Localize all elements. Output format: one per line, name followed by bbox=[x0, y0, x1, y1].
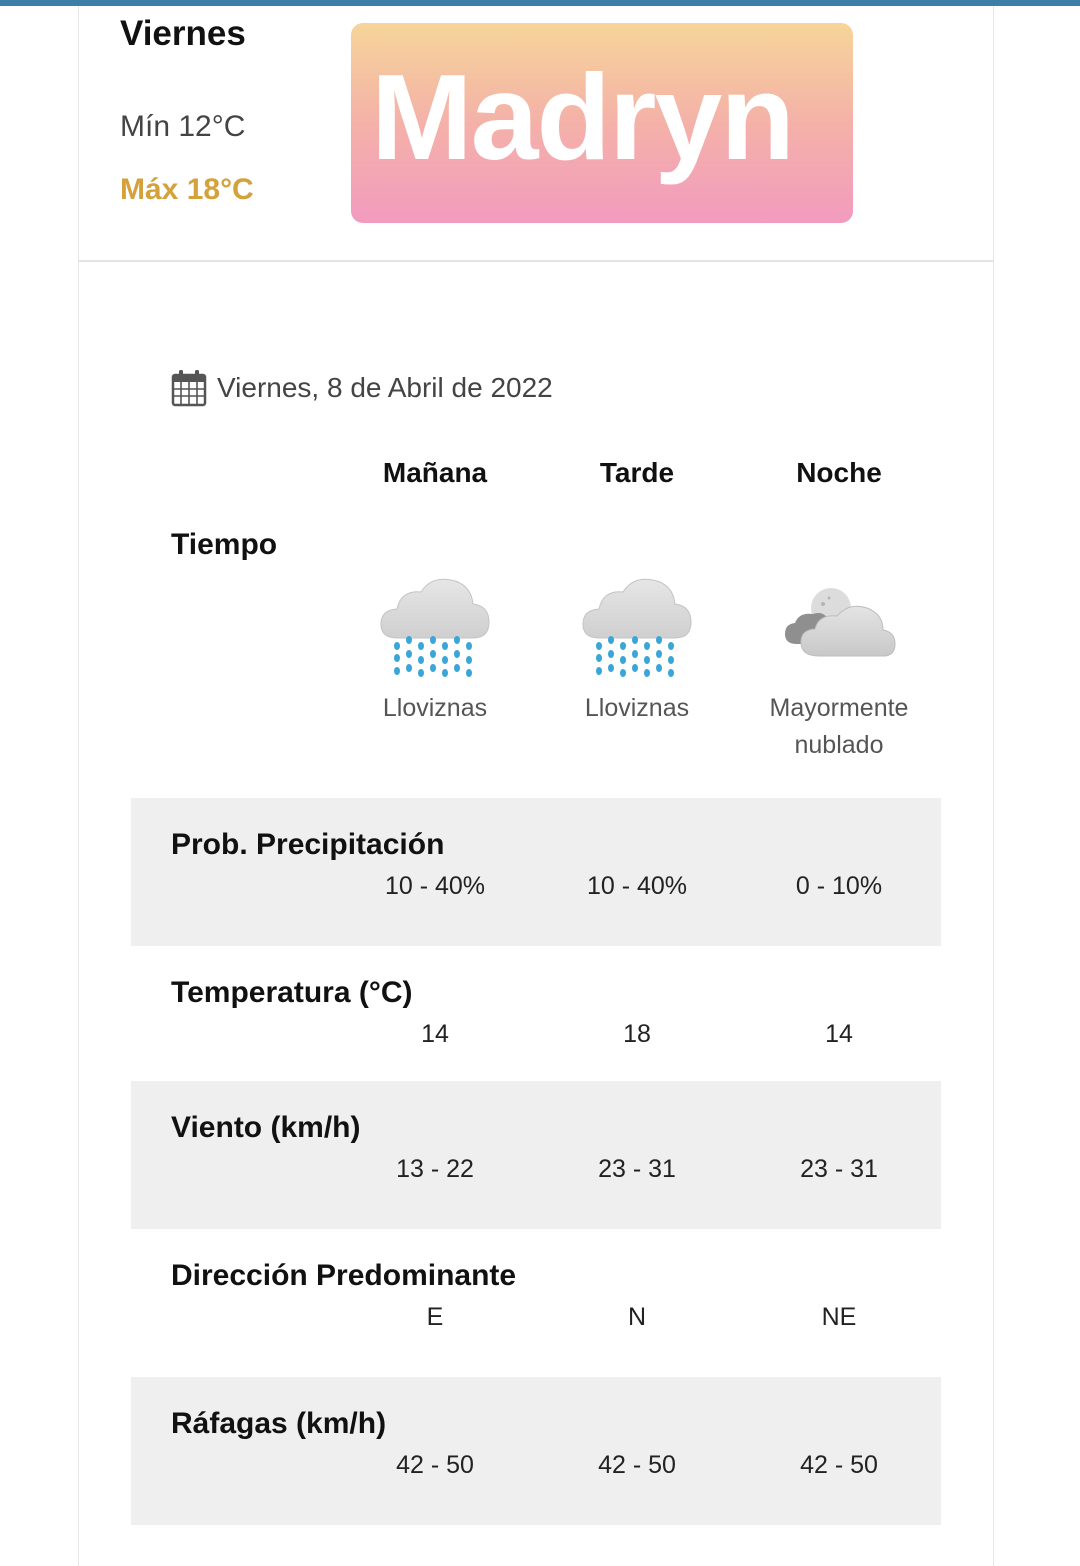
row-value-night: 23 - 31 bbox=[800, 1155, 878, 1183]
min-temp: Mín 12°C bbox=[120, 110, 246, 143]
row-value-afternoon: N bbox=[627, 1303, 647, 1331]
date-row bbox=[171, 368, 553, 408]
row-label: Ráfagas (km/h) bbox=[171, 1407, 387, 1440]
column-header-night: Noche bbox=[796, 457, 882, 488]
forecast-header bbox=[79, 6, 993, 262]
max-temp: Máx 18°C bbox=[120, 173, 254, 206]
row-label: Dirección Predominante bbox=[171, 1259, 517, 1292]
calendar-icon bbox=[171, 369, 207, 407]
row-value-afternoon: 42 - 50 bbox=[598, 1451, 676, 1479]
column-header-morning: Mañana bbox=[382, 457, 488, 488]
forecast-date: Viernes, 8 de Abril de 2022 bbox=[217, 372, 553, 403]
mostly-cloudy-night-icon bbox=[779, 574, 899, 684]
row-temperature bbox=[131, 946, 941, 1081]
weather-desc-morning: Lloviznas bbox=[382, 694, 488, 722]
day-title: Viernes bbox=[120, 14, 246, 53]
weather-desc-afternoon: Lloviznas bbox=[584, 694, 690, 722]
rain-drizzle-icon bbox=[577, 574, 697, 684]
row-gusts bbox=[131, 1377, 941, 1525]
row-value-morning: 42 - 50 bbox=[396, 1451, 474, 1479]
tiempo-label: Tiempo bbox=[171, 528, 278, 561]
row-wind-direction bbox=[131, 1229, 941, 1377]
row-value-afternoon: 18 bbox=[623, 1020, 651, 1048]
forecast-card bbox=[78, 6, 994, 1566]
row-value-afternoon: 23 - 31 bbox=[598, 1155, 676, 1183]
row-value-morning: E bbox=[426, 1303, 444, 1331]
row-label: Prob. Precipitación bbox=[171, 828, 445, 861]
row-precipitation bbox=[131, 798, 941, 946]
city-banner bbox=[351, 23, 853, 223]
row-value-night: 42 - 50 bbox=[800, 1451, 878, 1479]
weather-desc-night: Mayormente nublado bbox=[769, 694, 909, 759]
row-value-morning: 13 - 22 bbox=[396, 1155, 474, 1183]
row-value-morning: 10 - 40% bbox=[384, 872, 486, 900]
row-value-night: 0 - 10% bbox=[795, 872, 883, 900]
city-banner-text: Madryn bbox=[371, 49, 793, 185]
row-value-afternoon: 10 - 40% bbox=[586, 872, 688, 900]
column-header-afternoon: Tarde bbox=[599, 457, 675, 488]
row-value-night: NE bbox=[821, 1303, 857, 1331]
row-label: Temperatura (°C) bbox=[171, 976, 413, 1009]
row-value-night: 14 bbox=[825, 1020, 853, 1048]
row-label: Viento (km/h) bbox=[171, 1111, 361, 1144]
row-value-morning: 14 bbox=[421, 1020, 449, 1048]
row-wind bbox=[131, 1081, 941, 1229]
rain-drizzle-icon bbox=[375, 574, 495, 684]
